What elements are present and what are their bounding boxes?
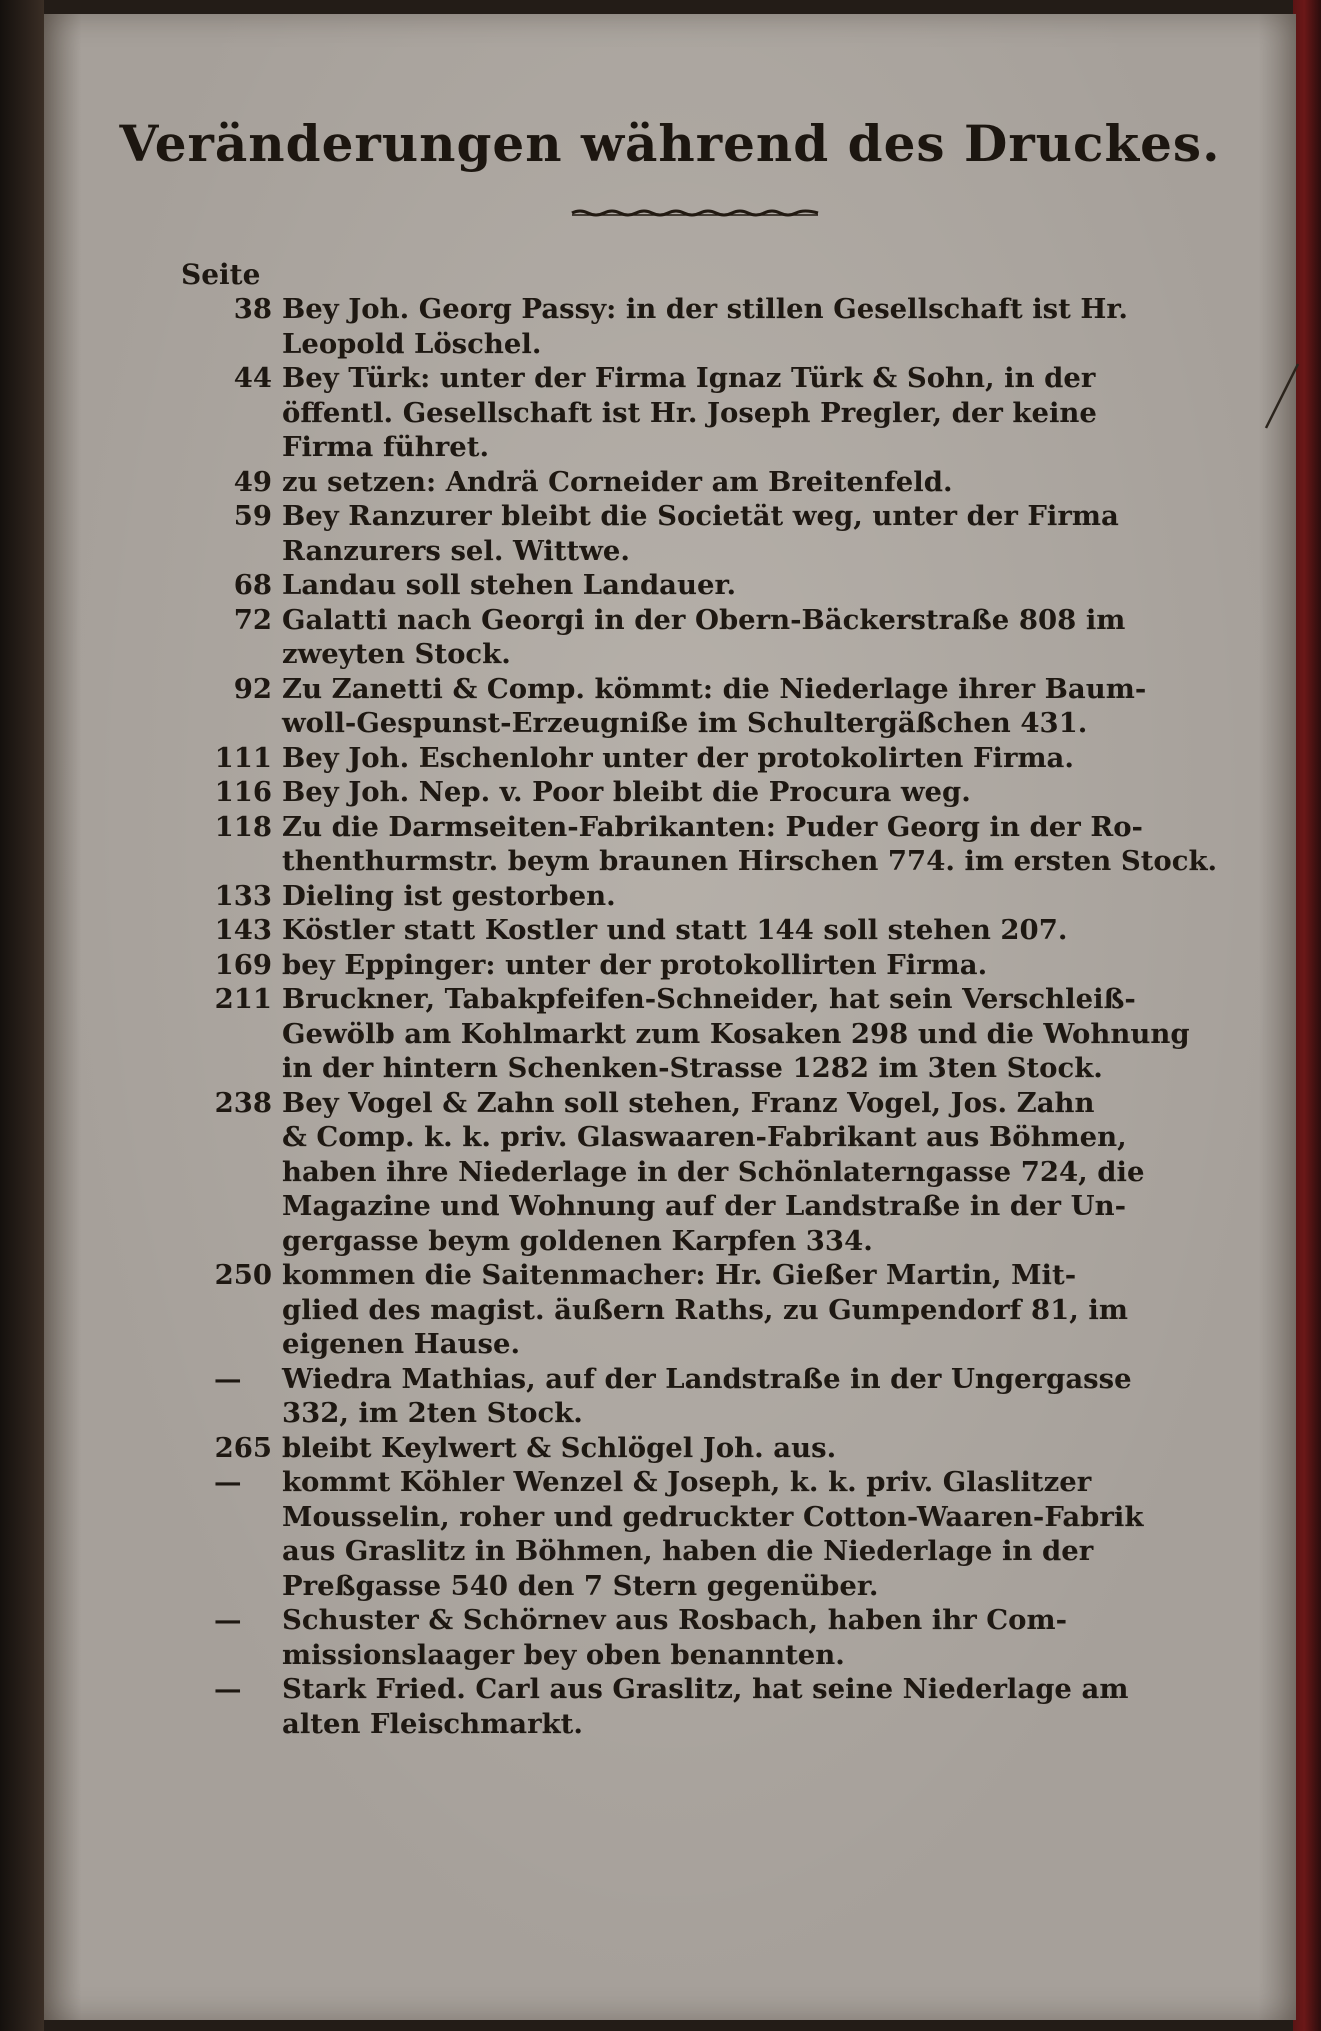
entry-text-line: öffentl. Gesellschaft ist Hr. Joseph Pregler, der keine: [282, 396, 1097, 429]
page-number: 38: [233, 293, 272, 325]
entry-text-line: Bey Vogel & Zahn soll stehen, Franz Vogel, Jos. Zahn: [282, 1086, 1095, 1119]
entry-text-line: Zu Zanetti & Comp. kömmt: die Niederlage ihrer Baum-: [282, 672, 1147, 705]
entry-text-line: eigenen Hause.: [282, 1328, 521, 1360]
entry-text-line: woll-Gespunst-Erzeugniße im Schultergäßchen 431.: [282, 707, 1088, 739]
entry-row: [194, 1672, 1244, 1741]
page-number: 59: [233, 500, 272, 532]
entry-text-line: Landau soll stehen Landauer.: [282, 569, 737, 601]
entry-text-line: Mousselin, roher und gedruckter Cotton-Waaren-Fabrik: [282, 1500, 1144, 1533]
title-ornament-rule: [570, 207, 820, 219]
entry-row: [194, 879, 1244, 914]
entry-text-line: 332, im 2ten Stock.: [282, 1397, 583, 1429]
entry-row: [194, 1603, 1244, 1672]
entry-text-line: Bruckner, Tabakpfeifen-Schneider, hat sein Verschleiß-: [282, 983, 1136, 1015]
entry-text-line: in der hintern Schenken-Strasse 1282 im 3ten Stock.: [282, 1052, 1103, 1084]
page-number: 116: [214, 776, 272, 808]
entry-row: [194, 913, 1244, 948]
page-number: 143: [214, 914, 272, 946]
entry-row: [194, 741, 1244, 776]
entry-text-line: kommen die Saitenmacher: Hr. Gießer Martin, Mit-: [282, 1259, 1077, 1291]
page-number: —: [214, 1604, 242, 1636]
entry-text-line: Wiedra Mathias, auf der Landstraße in der Ungergasse: [282, 1362, 1132, 1395]
binding-left: [0, 0, 44, 2031]
entry-row: [194, 499, 1244, 568]
entry-text-line: bey Eppinger: unter der protokollirten Firma.: [282, 948, 988, 981]
page-title: Veränderungen während des Druckes.: [119, 114, 1221, 173]
entry-text-line: Firma führet.: [282, 431, 490, 463]
seite-label: Seite: [181, 258, 261, 291]
entry-row: [194, 1258, 1244, 1362]
entry-text-line: Preßgasse 540 den 7 Stern gegenüber.: [282, 1569, 879, 1602]
entries-list: [194, 292, 1244, 1741]
page-number: 133: [214, 879, 272, 912]
entry-text-line: thenthurmstr. beym braunen Hirschen 774. im ersten Stock.: [282, 845, 1218, 877]
entry-text-line: Bey Joh. Eschenlohr unter der protokolirten Firma.: [282, 741, 1074, 774]
page-number: 111: [214, 741, 272, 774]
entry-text-line: zu setzen: Andrä Corneider am Breitenfeld.: [282, 465, 953, 498]
page-number: 68: [233, 569, 272, 601]
entry-row: [194, 1431, 1244, 1466]
page-number: 49: [233, 465, 272, 498]
entry-text-line: haben ihre Niederlage in der Schönlaterngasse 724, die: [282, 1155, 1145, 1188]
entry-text-line: Bey Joh. Georg Passy: in der stillen Gesellschaft ist Hr.: [282, 293, 1128, 325]
page-number: 92: [233, 672, 272, 705]
entry-text-line: aus Graslitz in Böhmen, haben die Niederlage in der: [282, 1535, 1094, 1567]
entry-text-line: Ranzurers sel. Wittwe.: [282, 534, 631, 567]
page-number: 44: [233, 362, 272, 394]
entry-text-line: Bey Joh. Nep. v. Poor bleibt die Procura weg.: [282, 776, 971, 808]
entry-text-line: Bey Ranzurer bleibt die Societät weg, unter der Firma: [282, 500, 1119, 532]
entry-text-line: kommt Köhler Wenzel & Joseph, k. k. priv. Glaslitzer: [282, 1466, 1092, 1498]
entry-row: [194, 775, 1244, 810]
book-page: [44, 14, 1296, 2020]
entry-text-line: bleibt Keylwert & Schlögel Joh. aus.: [282, 1431, 837, 1464]
entry-row: [194, 1362, 1244, 1431]
entry-text-line: Magazine und Wohnung auf der Landstraße in der Un-: [282, 1190, 1127, 1222]
page-number: 72: [233, 603, 272, 636]
entry-row: [194, 982, 1244, 1086]
entry-row: [194, 292, 1244, 361]
page-number: 169: [214, 948, 272, 981]
entry-row: [194, 361, 1244, 465]
entry-text-line: Galatti nach Georgi in der Obern-Bäckerstraße 808 im: [282, 603, 1126, 636]
entry-text-line: Bey Türk: unter der Firma Ignaz Türk & Sohn, in der: [282, 362, 1096, 394]
entry-text-line: Gewölb am Kohlmarkt zum Kosaken 298 und die Wohnung: [282, 1017, 1190, 1050]
entry-text-line: Zu die Darmseiten-Fabrikanten: Puder Georg in der Ro-: [282, 810, 1143, 843]
entry-text-line: missionslaager bey oben benannten.: [282, 1638, 845, 1671]
entry-row: [194, 603, 1244, 672]
entry-text-line: gergasse beym goldenen Karpfen 334.: [282, 1224, 873, 1257]
entry-text-line: Stark Fried. Carl aus Graslitz, hat seine Niederlage am: [282, 1673, 1129, 1705]
entry-row: [194, 810, 1244, 879]
entry-text-line: zweyten Stock.: [282, 638, 511, 670]
page-number: —: [214, 1673, 242, 1705]
entry-text-line: Dieling ist gestorben.: [282, 879, 616, 912]
entry-text-line: Schuster & Schörnev aus Rosbach, haben ihr Com-: [282, 1604, 1068, 1636]
page-number: 250: [214, 1259, 272, 1291]
entry-row: [194, 568, 1244, 603]
page-number: 238: [214, 1086, 272, 1119]
entry-text-line: alten Fleischmarkt.: [282, 1707, 583, 1740]
entry-text-line: Köstler statt Kostler und statt 144 soll stehen 207.: [282, 914, 1068, 946]
pencil-mark: [1262, 362, 1302, 432]
entry-text-line: glied des magist. äußern Raths, zu Gumpendorf 81, im: [282, 1293, 1128, 1326]
page-number: —: [214, 1466, 242, 1498]
page-number: 211: [214, 983, 272, 1015]
entry-row: [194, 948, 1244, 983]
entry-row: [194, 672, 1244, 741]
page-number: 265: [214, 1431, 272, 1464]
entry-text-line: Leopold Löschel.: [282, 327, 542, 360]
entry-text-line: & Comp. k. k. priv. Glaswaaren-Fabrikant aus Böhmen,: [282, 1121, 1127, 1153]
binding-right: [1293, 0, 1321, 2031]
page-number: 118: [214, 810, 272, 843]
entry-row: [194, 465, 1244, 500]
entry-row: [194, 1086, 1244, 1259]
page-number: —: [214, 1362, 242, 1395]
entry-row: [194, 1465, 1244, 1603]
